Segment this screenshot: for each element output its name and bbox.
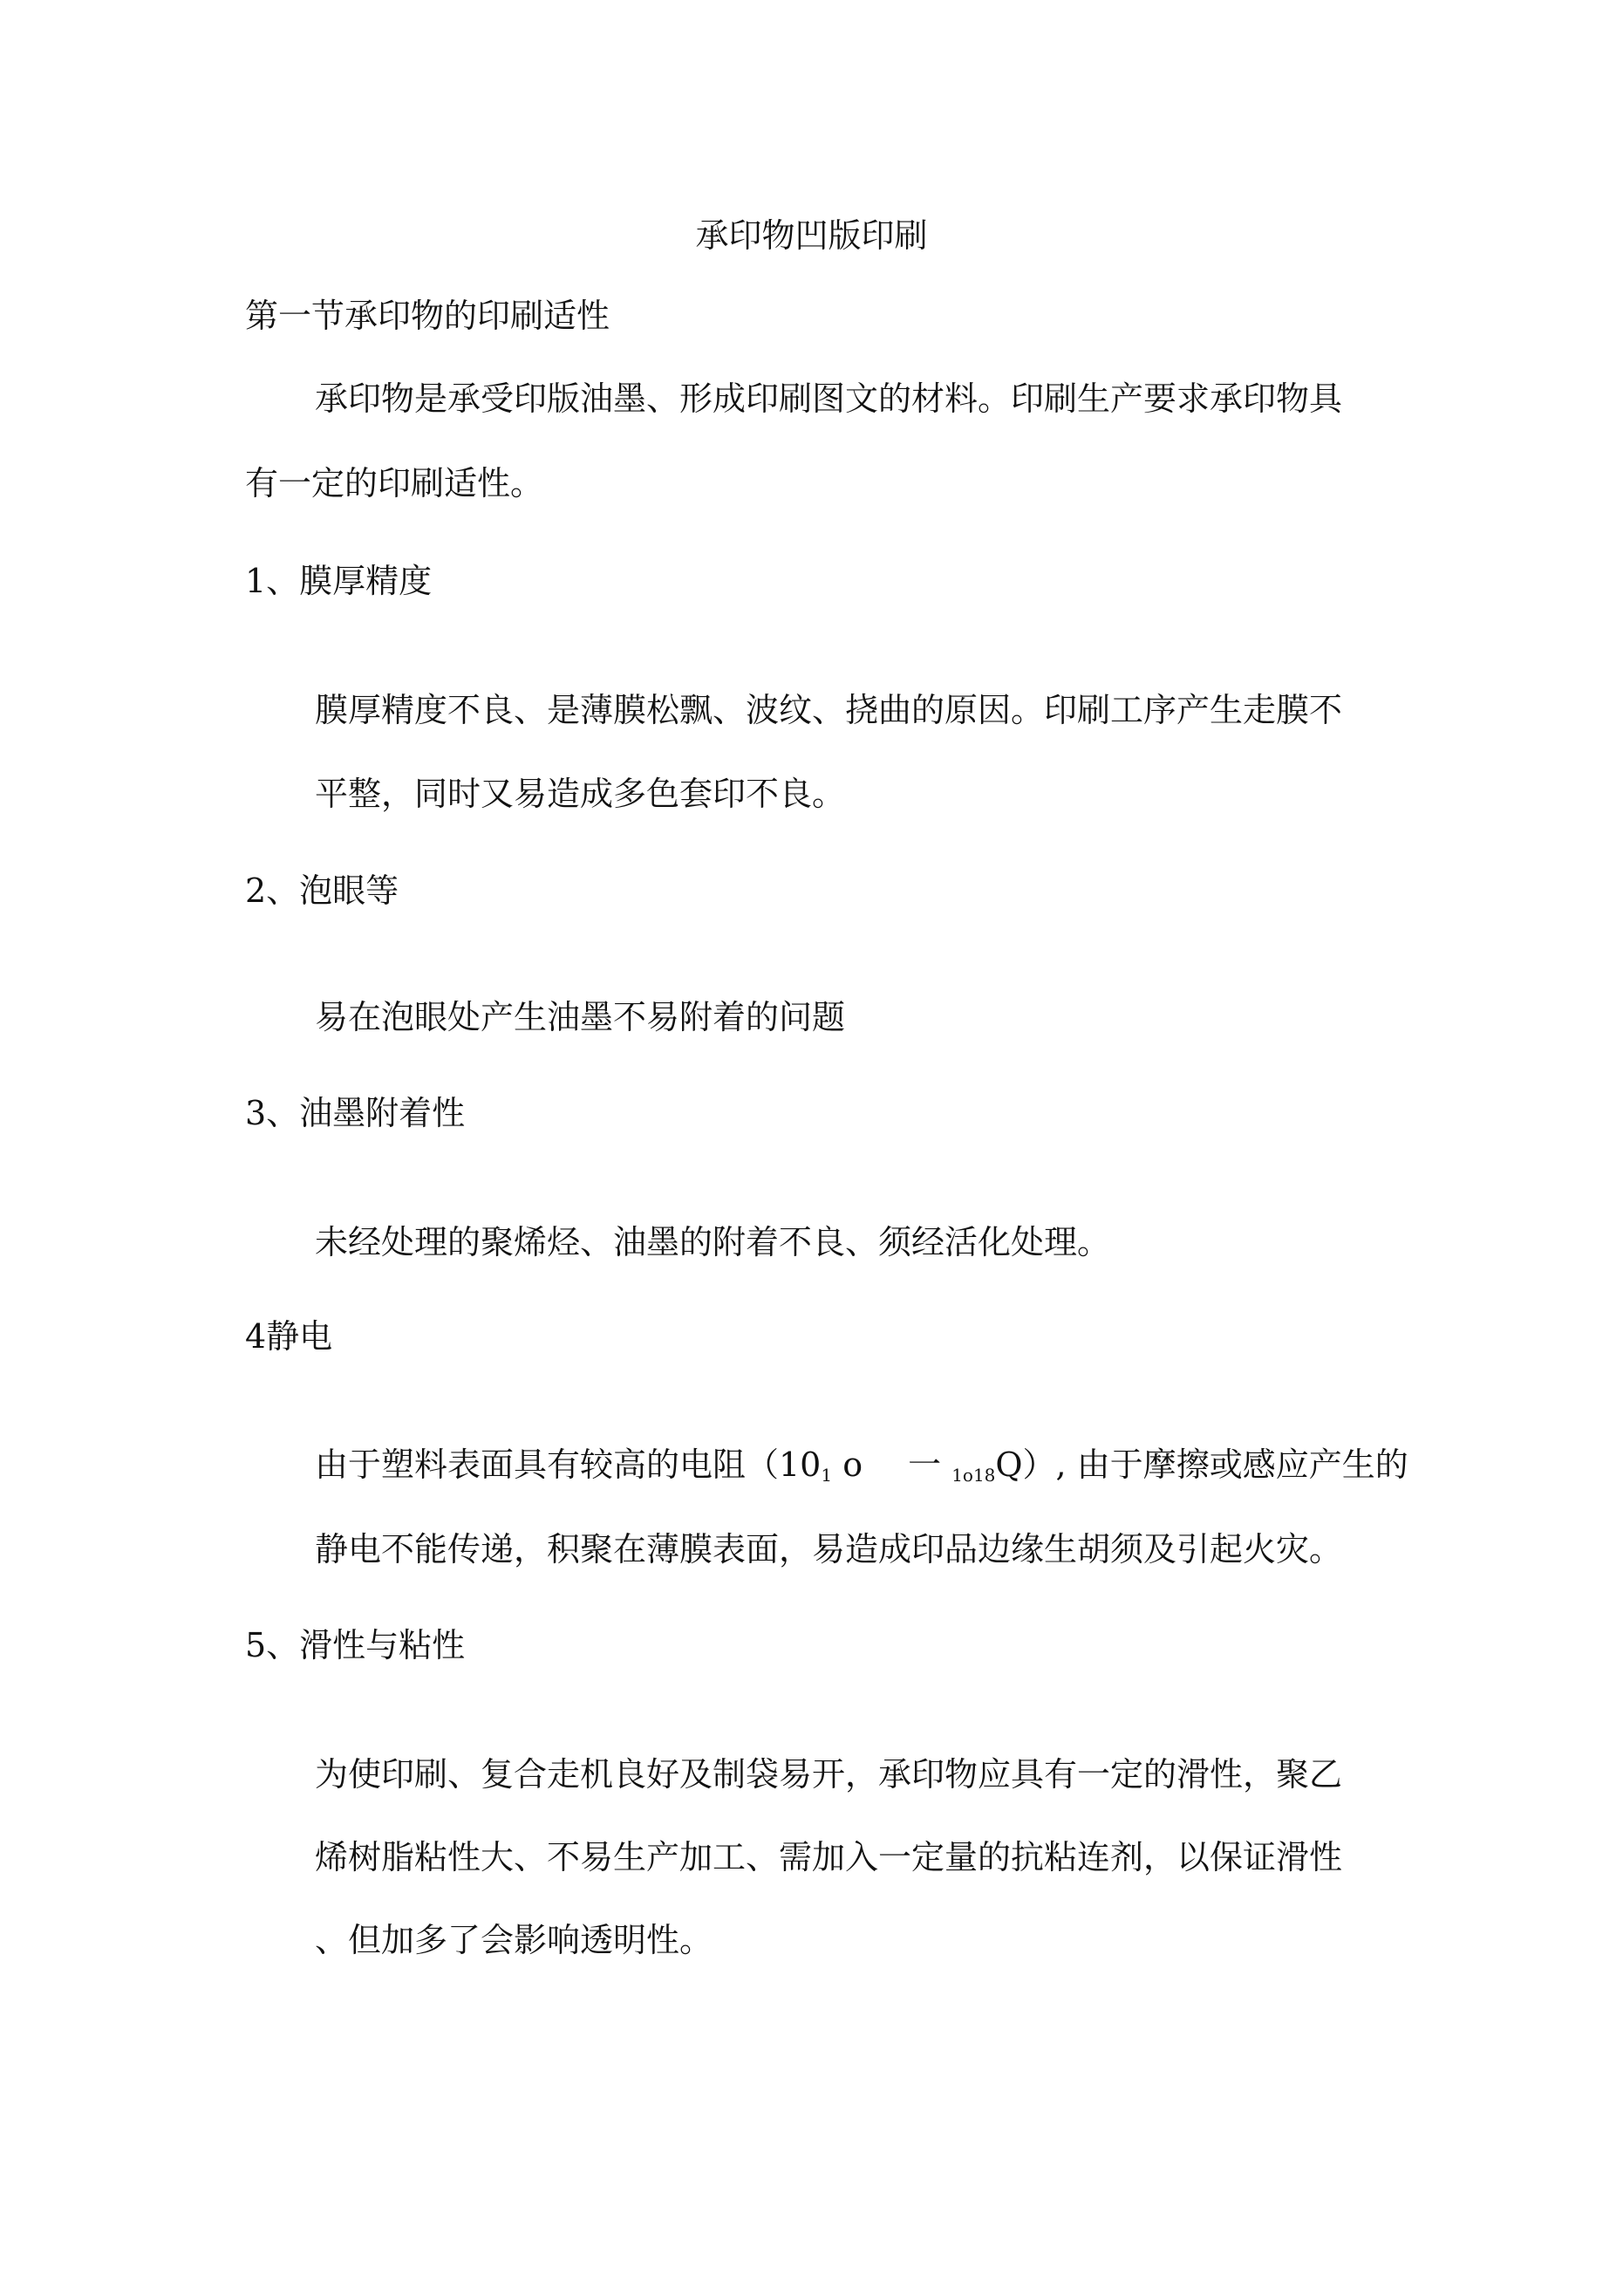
resistance-prefix: 由于塑料表面具有较高的电阻（10 [315,1445,822,1484]
item-2-body-line-1: 易在泡眼处产生油墨不易附着的问题 [315,998,846,1036]
item-1-heading: 1、膜厚精度 [245,562,433,600]
document-title: 承印物凹版印刷 [695,216,928,255]
item-2-heading: 2、泡眼等 [245,871,399,910]
section-heading: 第一节承印物的印刷适性 [245,297,610,335]
item-5-heading: 5、滑性与粘性 [245,1626,466,1664]
item-4-body-line-1 [315,1444,1408,1486]
resistance-mid: o [842,1445,863,1484]
resistance-suffix: Q）, 由于摩擦或感应产生的 [995,1445,1408,1484]
item-3-body-line-1: 未经处理的聚烯烃、油墨的附着不良、须经活化处理。 [315,1223,1111,1261]
intro-line-1: 承印物是承受印版油墨、形成印刷图文的材料。印刷生产要求承印物具 [315,379,1343,418]
item-5-body-line-3: 、但加多了会影响透明性。 [315,1921,713,1959]
item-5-body-line-1: 为使印刷、复合走机良好及制袋易开，承印物应具有一定的滑性，聚乙 [315,1755,1343,1794]
item-5-body-line-2: 烯树脂粘性大、不易生产加工、需加入一定量的抗粘连剂，以保证滑性 [315,1838,1343,1876]
item-4-heading: 4静电 [245,1317,333,1356]
item-3-heading: 3、油墨附着性 [245,1094,466,1132]
item-4-body-line-2: 静电不能传递，积聚在薄膜表面，易造成印品边缘生胡须及引起火灾。 [315,1530,1343,1568]
item-1-body-line-1: 膜厚精度不良、是薄膜松飘、波纹、挠曲的原因。印刷工序产生走膜不 [315,691,1343,729]
resistance-dash: 一 [908,1445,942,1484]
resistance-exponent-2: 1o18 [951,1465,996,1486]
intro-line-2: 有一定的印刷适性。 [245,464,544,502]
item-1-body-line-2: 平整，同时又易造成多色套印不良。 [315,775,846,813]
resistance-exponent-1: 1 [821,1465,833,1486]
